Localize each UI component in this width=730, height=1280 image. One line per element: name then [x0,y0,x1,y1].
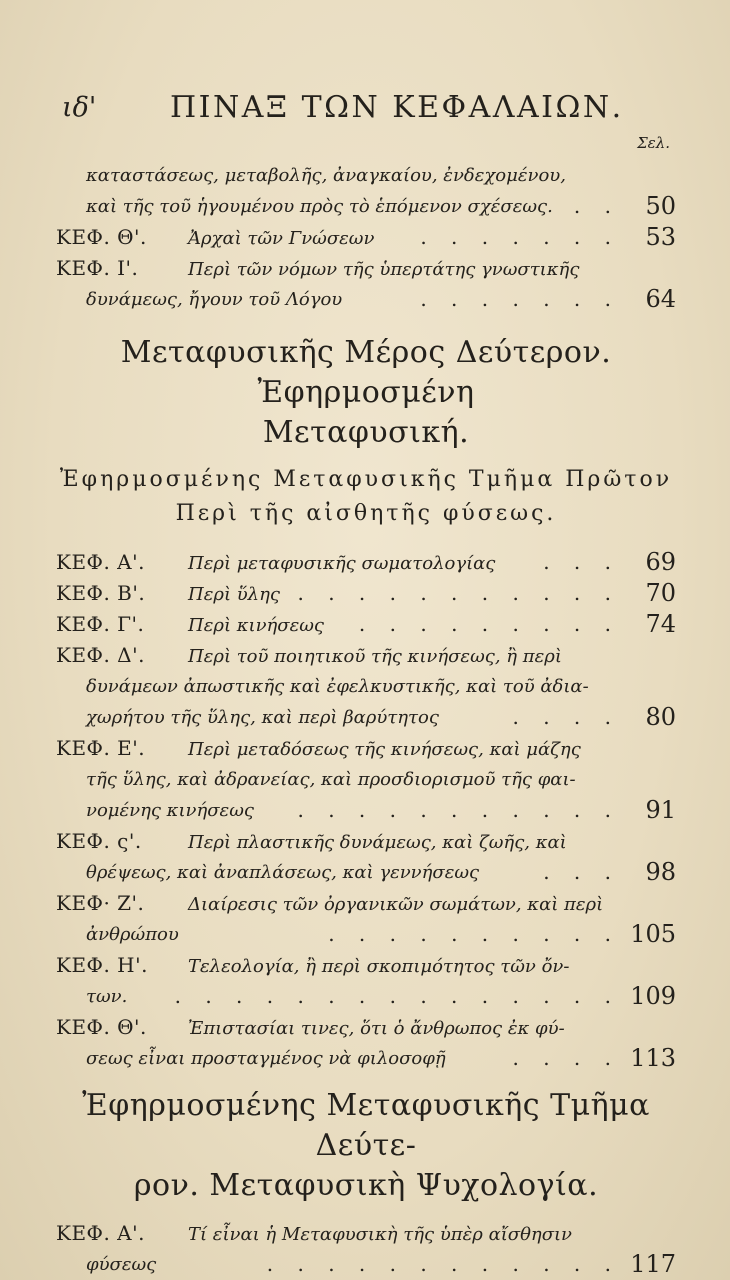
running-title: ΠΙΝΑΞ ΤΩΝ ΚΕΦΑΛΑΙΩΝ. [170,90,624,125]
toc-entry [56,578,676,609]
entry-line: ΚΕΦ. Α'. Περὶ μεταφυσικῆς σωματολογίας . . . 69 [56,548,676,576]
leader-dots: . . . . [512,705,620,729]
leader-dots: . . . . . . . [420,225,620,249]
toc-body [56,160,676,1280]
entry-line: θρέψεως, καὶ ἀναπλάσεως, καὶ γεννήσεως . . . 98 [86,858,676,886]
entry-line: καὶ τῆς τοῦ ἡγουμένου πρὸς τὸ ἑπόμενον σχέσεως. . . 50 [86,192,676,220]
toc-entry-continuation [56,160,676,222]
page-number: 53 [645,223,676,251]
leader-dots: . . . . . . . . . . . [297,798,620,822]
leader-dots: . . . . [512,1046,620,1070]
leader-dots: . . . . . . . . . . . . [266,1252,620,1276]
toc-entry [56,640,676,733]
page-number: 105 [630,920,676,948]
folio-number: ιδ' [62,92,97,123]
page-number: 113 [630,1044,676,1072]
page-number: 69 [645,548,676,576]
chapter-label: ΚΕΦ· Ζ'. [56,891,145,915]
part-heading: Μεταφυσικῆς Μέρος Δεύτερον. Ἐφηρμοσμένη Μεταφυσική. [120,335,612,450]
toc-entry [56,1012,676,1074]
page-number: 74 [645,610,676,638]
entry-line: καταστάσεως, μεταβολῆς, ἀναγκαίου, ἐνδεχομένου, [86,165,566,186]
entry-line: φύσεως . . . . . . . . . . . . 117 [86,1250,676,1278]
leader-dots: . . . . . . . [420,287,620,311]
page-number: 91 [645,796,676,824]
page-number: 64 [645,285,676,313]
entry-line: ΚΕΦ. Η'. Τελεολογία, ἢ περὶ σκοπιμότητος τῶν ὄν- [56,950,676,981]
toc-entry [56,733,676,826]
toc-entry [56,609,676,640]
leader-dots: . . . . . . . . . [358,612,620,636]
entry-line: σεως εἶναι προσταγμένος νὰ φιλοσοφῇ . . . . 113 [86,1044,676,1072]
entry-line: νομένης κινήσεως . . . . . . . . . . . 91 [86,796,676,824]
toc-entry [56,222,676,253]
entry-line: ΚΕΦ. Θ'. Ἐπιστασίαι τινες, ὅτι ὁ ἄνθρωπος ἐκ φύ- [56,1012,676,1043]
section-heading: Ἐφηρμοσμένης Μεταφυσικῆς Τμῆμα Δεύτε- ρον. Μεταφυσικὴ Ψυχολογία. [82,1088,650,1203]
entry-line: ΚΕΦ. Β'. Περὶ ὕλης . . . . . . . . . . . 70 [56,579,676,607]
chapter-label: ΚΕΦ. Α'. [56,550,145,574]
page-number: 117 [630,1250,676,1278]
entry-line: των. . . . . . . . . . . . . . . . 109 [86,982,676,1010]
entry-line: ΚΕΦ. Δ'. Περὶ τοῦ ποιητικοῦ τῆς κινήσεως, ἢ περὶ [56,640,676,671]
leader-dots: . . . . . . . . . . [328,922,620,946]
toc-entry [56,826,676,888]
entry-line: ΚΕΦ. ς'. Περὶ πλαστικῆς δυνάμεως, καὶ ζωῆς, καὶ [56,826,676,857]
chapter-label: ΚΕΦ. Α'. [56,1221,145,1245]
chapter-label: ΚΕΦ. Η'. [56,953,148,977]
entry-line: ΚΕΦ. Ι'. Περὶ τῶν νόμων τῆς ὑπερτάτης γνωστικῆς [56,253,676,284]
section-heading: Ἐφηρμοσμένης Μεταφυσικῆς Τμῆμα Πρῶτον Περὶ τῆς αἰσθητῆς φύσεως. [59,467,673,526]
toc-entry [56,253,676,315]
page-header [62,88,670,132]
chapter-label: ΚΕΦ. Γ'. [56,612,145,636]
chapter-label: ΚΕΦ. Δ'. [56,643,145,667]
entry-line: ΚΕΦ· Ζ'. Διαίρεσις τῶν ὀργανικῶν σωμάτων, καὶ περὶ [56,888,676,919]
entry-line: τῆς ὕλης, καὶ ἀδρανείας, καὶ προσδιορισμοῦ τῆς φαι- [86,769,576,790]
toc-entry [56,547,676,578]
page-number: 80 [645,703,676,731]
entry-line: ΚΕΦ. Α'. Τί εἶναι ἡ Μεταφυσικὴ τῆς ὑπὲρ αἴσθησιν [56,1218,676,1249]
entry-line: ΚΕΦ. Γ'. Περὶ κινήσεως . . . . . . . . . 74 [56,610,676,638]
chapter-label: ΚΕΦ. Θ'. [56,1015,147,1039]
entry-line: ΚΕΦ. Θ'. Ἀρχαὶ τῶν Γνώσεων . . . . . . . 53 [56,223,676,251]
leader-dots: . . . . . . . . . . . . . . . [174,984,620,1008]
toc-entry [56,1218,676,1280]
entry-line: δυνάμεων ἀπωστικῆς καὶ ἐφελκυστικῆς, καὶ τοῦ ἀδια- [86,676,589,697]
chapter-label: ΚΕΦ. ς'. [56,829,142,853]
entry-line: χωρήτου τῆς ὕλης, καὶ περὶ βαρύτητος . . . . 80 [86,703,676,731]
entry-line: ΚΕΦ. Ε'. Περὶ μεταδόσεως τῆς κινήσεως, καὶ μάζης [56,733,676,764]
page-number: 98 [645,858,676,886]
page-number: 50 [645,192,676,220]
leader-dots: . . . . . . . . . . . [297,581,620,605]
chapter-label: ΚΕΦ. Ε'. [56,736,146,760]
entry-line: δυνάμεως, ἤγουν τοῦ Λόγου . . . . . . . 64 [86,285,676,313]
chapter-label: ΚΕΦ. Θ'. [56,225,147,249]
leader-dots: . . [573,194,620,218]
page-number: 70 [645,579,676,607]
entry-line: ἀνθρώπου . . . . . . . . . . 105 [86,920,676,948]
page-column-heading: Σελ. [637,134,670,152]
toc-entry [56,950,676,1012]
leader-dots: . . . [543,550,620,574]
page-number: 109 [630,982,676,1010]
chapter-label: ΚΕΦ. Β'. [56,581,146,605]
chapter-label: ΚΕΦ. Ι'. [56,256,139,280]
leader-dots: . . . [543,860,620,884]
toc-entry [56,888,676,950]
